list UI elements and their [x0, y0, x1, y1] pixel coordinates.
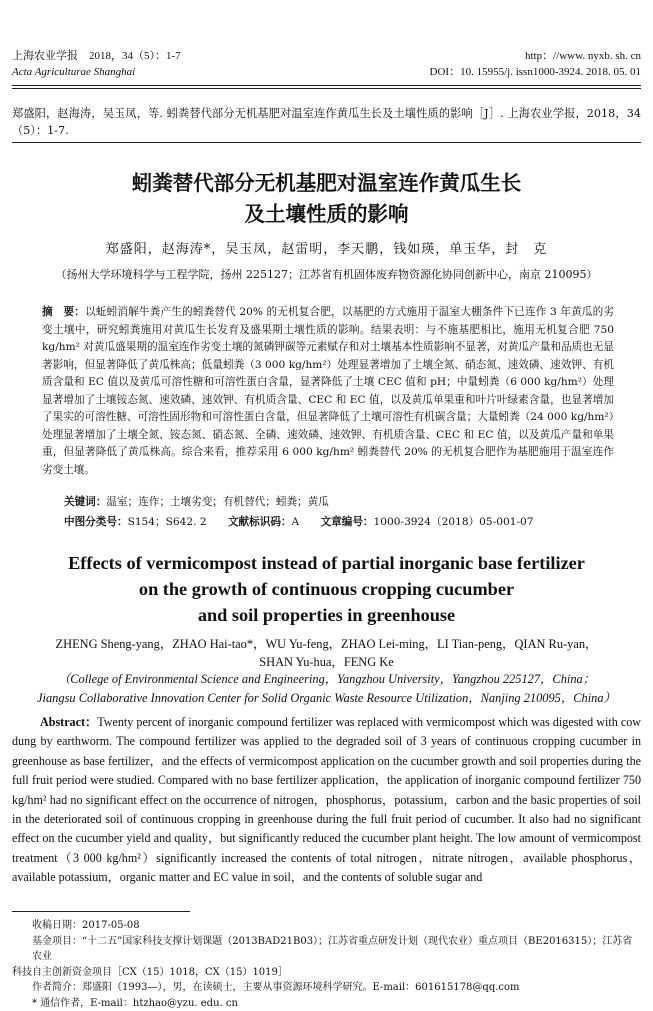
article-number-label: 文章编号：	[321, 516, 374, 528]
journal-url[interactable]: http：//www. nyxb. sh. cn	[525, 49, 641, 63]
journal-citation-header: 上海农业学报 2018，34（5）：1-7	[12, 49, 181, 63]
title-cn-line1: 蚓粪替代部分无机基肥对温室连作黄瓜生长	[0, 168, 653, 199]
footnotes	[12, 918, 641, 1011]
doi[interactable]: DOI：10. 15955/j. issn1000-3924. 2018. 05. 01	[430, 65, 641, 79]
citation: 郑盛阳，赵海涛，吴玉凤，等. 蚓粪替代部分无机基肥对温室连作黄瓜生长及土壤性质的影响［J］. 上海农业学报，2018，34（5）：1-7.	[12, 105, 641, 139]
doc-code-value: A	[292, 516, 300, 528]
authors-cn: 郑盛阳，赵海涛*，吴玉凤，赵雷明，李天鹏，钱如瑛，单玉华，封 克	[0, 242, 653, 258]
doc-code-label: 文献标识码：	[228, 516, 292, 528]
classification-cn	[64, 515, 624, 530]
title-en-line3: and soil properties in greenhouse	[0, 602, 653, 628]
title-en-line2: on the growth of continuous cropping cucumber	[0, 576, 653, 602]
keywords-cn	[64, 495, 624, 510]
header-rule	[12, 85, 641, 86]
keywords-cn-text: 温室；连作；土壤劣变；有机替代；蚓粪；黄瓜	[106, 496, 328, 508]
footnote-fund-line1: 基金项目：“十二五”国家科技支撑计划课题（2013BAD21B03）；江苏省重点研发计划（现代农业）重点项目（BE2016315）；江苏省农业	[12, 934, 641, 965]
affiliation-cn: （扬州大学环境科学与工程学院，扬州 225127；江苏省有机固体废弃物资源化协同创新中心，南京 210095）	[0, 268, 653, 282]
authors-en	[0, 635, 653, 671]
keywords-cn-label: 关键词：	[64, 496, 106, 508]
footnote-rule	[12, 911, 190, 912]
affiliation-en-line1: （College of Environmental Science and Engineering，Yangzhou University，Yangzhou 225127，China；	[0, 670, 653, 689]
abstract-en-text: Twenty percent of inorganic compound fertilizer was replaced with vermicompost which was digested with cow dung by earthworm. The compound fertilizer was applied to the degraded soil of 3 years of continuous cropping cucumber in greenhouse as base fertilizer，and the effects of vermicompost application on the cucumber growth and soil properties during the full fruit period were studied. Compared with no base fertilizer application，the application of inorganic compound fertilizer 750 kg/hm² had no significant effect on the occurrence of nitrogen，phosphorus，potassium，carbon and the basic properties of soil in the deteriorated soil of continuous cropping in greenhouse during the full fruit period of cucumber. It also had no significant effect on the cucumber yield and quality，but significantly reduced the cucumber plant height. The low amount of vermicompost treatment（3 000 kg/hm²）significantly increased the contents of total nitrogen，nitrate nitrogen，available phosphorus，available potassium，organic matter and EC value in soil，and the contents of soluble sugar and	[12, 715, 641, 884]
footnote-author: 作者简介：郑盛阳（1993—），男，在读硕士，主要从事资源环境科学研究。E-mail：601615178@qq.com	[12, 980, 641, 996]
affiliation-en	[0, 670, 653, 707]
clc-value: S154；S642. 2	[128, 516, 207, 528]
footnote-received: 收稿日期：2017-05-08	[12, 918, 641, 934]
authors-en-line1: ZHENG Sheng-yang，ZHAO Hai-tao*，WU Yu-feng，ZHAO Lei-ming，LI Tian-peng，QIAN Ru-yan，	[0, 635, 653, 653]
citation-rule	[12, 142, 641, 143]
abstract-cn-label: 摘 要：	[42, 306, 85, 318]
title-cn	[0, 168, 653, 230]
abstract-cn-text: 以蚯蚓消解牛粪产生的蚓粪替代 20% 的无机复合肥，以基肥的方式施用于温室大棚条件下已连作 3 年黄瓜的劣变土壤中，研究蚓粪施用对黄瓜生长发育及盛果期土壤性质的影响。结果表明：与不施基肥相比，施用无机复合肥 750 kg/hm² 对黄瓜盛果期的温室连作劣变土壤的氮磷钾碳等元素赋存和对土壤基本性质影响不显著，对黄瓜产量和品质也无显著影响，但显著降低了黄瓜株高；低量蚓粪（3 000 kg/hm²）处理显著增加了土壤全氮、硝态氮、速效磷、速效钾、有机质含量和 EC 值以及黄瓜可溶性糖和可溶性蛋白含量，显著降低了土壤 CEC 值和 pH；中量蚓粪（6 000 kg/hm²）处理显著增加了土壤铵态氮、速效磷、速效钾、有机质含量、CEC 和 EC 值，以及黄瓜单果重和叶片叶绿素含量，也显著增加了果实的可溶性糖、可溶性固形物和可溶性蛋白含量，但显著降低了土壤可溶性有机碳含量；大量蚓粪（24 000 kg/hm²）处理显著增加了土壤全氮、铵态氮、硝态氮、全磷、速效磷、速效钾、有机质含量、CEC 和 EC 值，以及黄瓜产量和单果重，但显著降低了黄瓜株高。综合来看，推荐采用 6 000 kg/hm² 蚓粪替代 20% 的无机复合肥作为基肥施用于温室连作劣变土壤。	[42, 306, 614, 476]
affiliation-en-line2: Jiangsu Collaborative Innovation Center for Solid Organic Waste Resource Utilization，Nanjing 210095，China）	[0, 689, 653, 708]
abstract-cn	[42, 304, 614, 479]
clc-label: 中图分类号：	[64, 516, 128, 528]
abstract-en	[12, 713, 641, 888]
journal-name-en: Acta Agriculturae Shanghai	[12, 65, 135, 79]
header-rule-thin	[12, 88, 641, 89]
abstract-en-label: Abstract：	[40, 715, 97, 729]
footnote-corresponding: * 通信作者，E-mail：htzhao@yzu. edu. cn	[12, 996, 641, 1011]
footnote-fund-line2: 科技自主创新资金项目［CX（15）1018，CX（15）1019］	[12, 965, 641, 981]
authors-en-line2: SHAN Yu-hua，FENG Ke	[0, 653, 653, 671]
article-number-value: 1000-3924（2018）05-001-07	[374, 516, 534, 528]
title-cn-line2: 及土壤性质的影响	[0, 199, 653, 230]
title-en	[0, 550, 653, 628]
title-en-line1: Effects of vermicompost instead of partial inorganic base fertilizer	[0, 550, 653, 576]
